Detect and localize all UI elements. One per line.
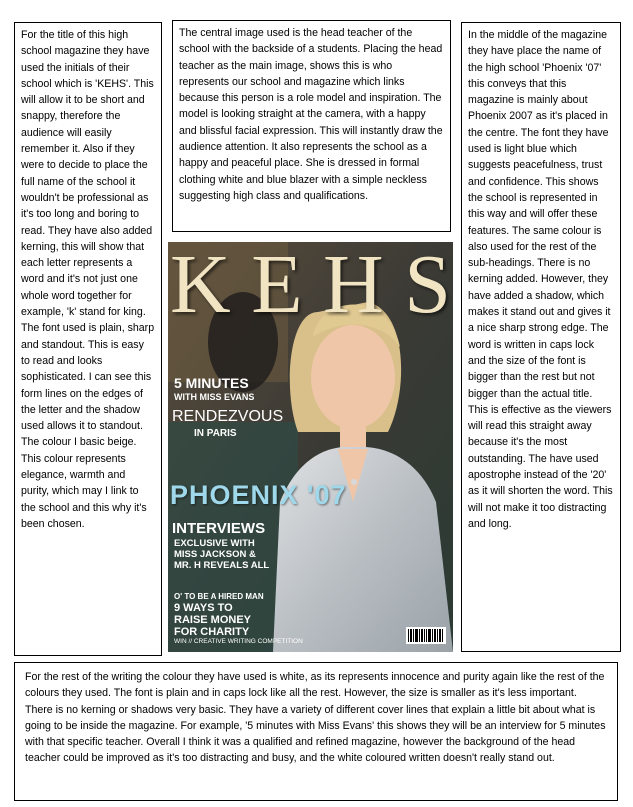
coverline-five-minutes: 5 MINUTES	[174, 375, 249, 391]
coverline-rendezvous: RENDEZVOUS	[172, 408, 284, 425]
coverline-interviews-sub: EXCLUSIVE WITH MISS JACKSON & MR. H REVEALS ALL	[174, 538, 270, 571]
coverline-competition: WIN // CREATIVE WRITING COMPETITION	[174, 638, 303, 645]
coverline-rendezvous-sub: IN PARIS	[194, 428, 237, 439]
left-analysis-box	[14, 22, 162, 656]
bottom-analysis-text: For the rest of the writing the colour they have used is white, as its represents innocence and purity again like the rest of the colours they used. The font is plain and in caps lock like all the rest. However, the size is smaller as it's less important. There is no kerning or shadows very basic. They have a variety of different cover lines that explain a little bit about what is going to be inside the magazine. For example, '5 minutes with Miss Evans' this shows they will be an interview for 5 minutes with that specific teacher. Overall I think it was a qualified and refined magazine, however the background of the head teacher could be improved as it's too distracting and busy, and the white coloured written doesn't really stand out.	[25, 671, 606, 765]
left-analysis-text: For the title of this high school magazine they have used the initials of their school which is 'KEHS'. This will allow it to be short and snappy, therefore the audience will easily remember it. Also if they were to decide to place the full name of the school it wouldn't be professional as it's too long and boring to read. They have also added kerning, this will show that each letter represents a word and it's not just one whole word together for example, 'k' stand for king. The font used is plain, sharp and standout. This is easy to read and looks sophisticated. I can see this form lines on the edges of the letter and the shadow used allows it to standout. The colour I basic beige. This colour represents elegance, warmth and purity, which may I link to the school and this why it's been chosen.	[21, 29, 155, 530]
coverline-hired-man: O' TO BE A HIRED MAN	[174, 592, 264, 601]
masthead-letter-e: E	[251, 242, 303, 331]
cover-title: PHOENIX '07	[170, 480, 347, 510]
barcode-icon	[406, 627, 446, 644]
center-analysis-text: The central image used is the head teacher of the school with the backside of a students. Placing the head teacher as the main image, shows this is who represents our school and magazine which links because this person is a role model and inspiration. The model is looking straight at the camera, with a happy and blissful facial expression. This will instantly draw the audience attention. It also represents the school as a happy and peaceful place. She is dressed in formal clothing white and blue blazer with a simple neckless suggesting high class and qualifications.	[179, 27, 443, 202]
magazine-cover	[168, 242, 453, 652]
coverline-charity: 9 WAYS TO RAISE MONEY FOR CHARITY	[174, 602, 252, 638]
coverline-interviews: INTERVIEWS	[172, 520, 266, 537]
masthead-letter-h: H	[323, 242, 384, 331]
bottom-analysis-box	[14, 662, 618, 801]
masthead-letter-k: K	[170, 242, 231, 331]
right-analysis-text: In the middle of the magazine they have place the name of the high school 'Phoenix '07' this conveys that this magazine is mainly about Phoenix 2007 as it's placed in the centre. The font they have used is light blue which suggests peacefulness, trust and confidence. This shows the school is represented in this way and will offer these features. The same colour is also used for the rest of the sub-headings. There is no kerning added. However, they have added a shadow, which makes it stand out and gives it a nice sharp strong edge. The word is written in caps lock and the size of the font is bigger than the rest but not bigger than the actual title. This is effective as the viewers will read this straight away because it's the most outstanding. The have used apostrophe instead of the '20' as it will shorten the word. This will not make it too distracting and long.	[468, 29, 613, 530]
coverline-five-minutes-sub: WITH MISS EVANS	[174, 392, 255, 402]
right-analysis-box	[461, 22, 621, 652]
cover-masthead	[170, 242, 451, 333]
center-analysis-box	[172, 20, 451, 232]
masthead-letter-s: S	[404, 242, 451, 331]
